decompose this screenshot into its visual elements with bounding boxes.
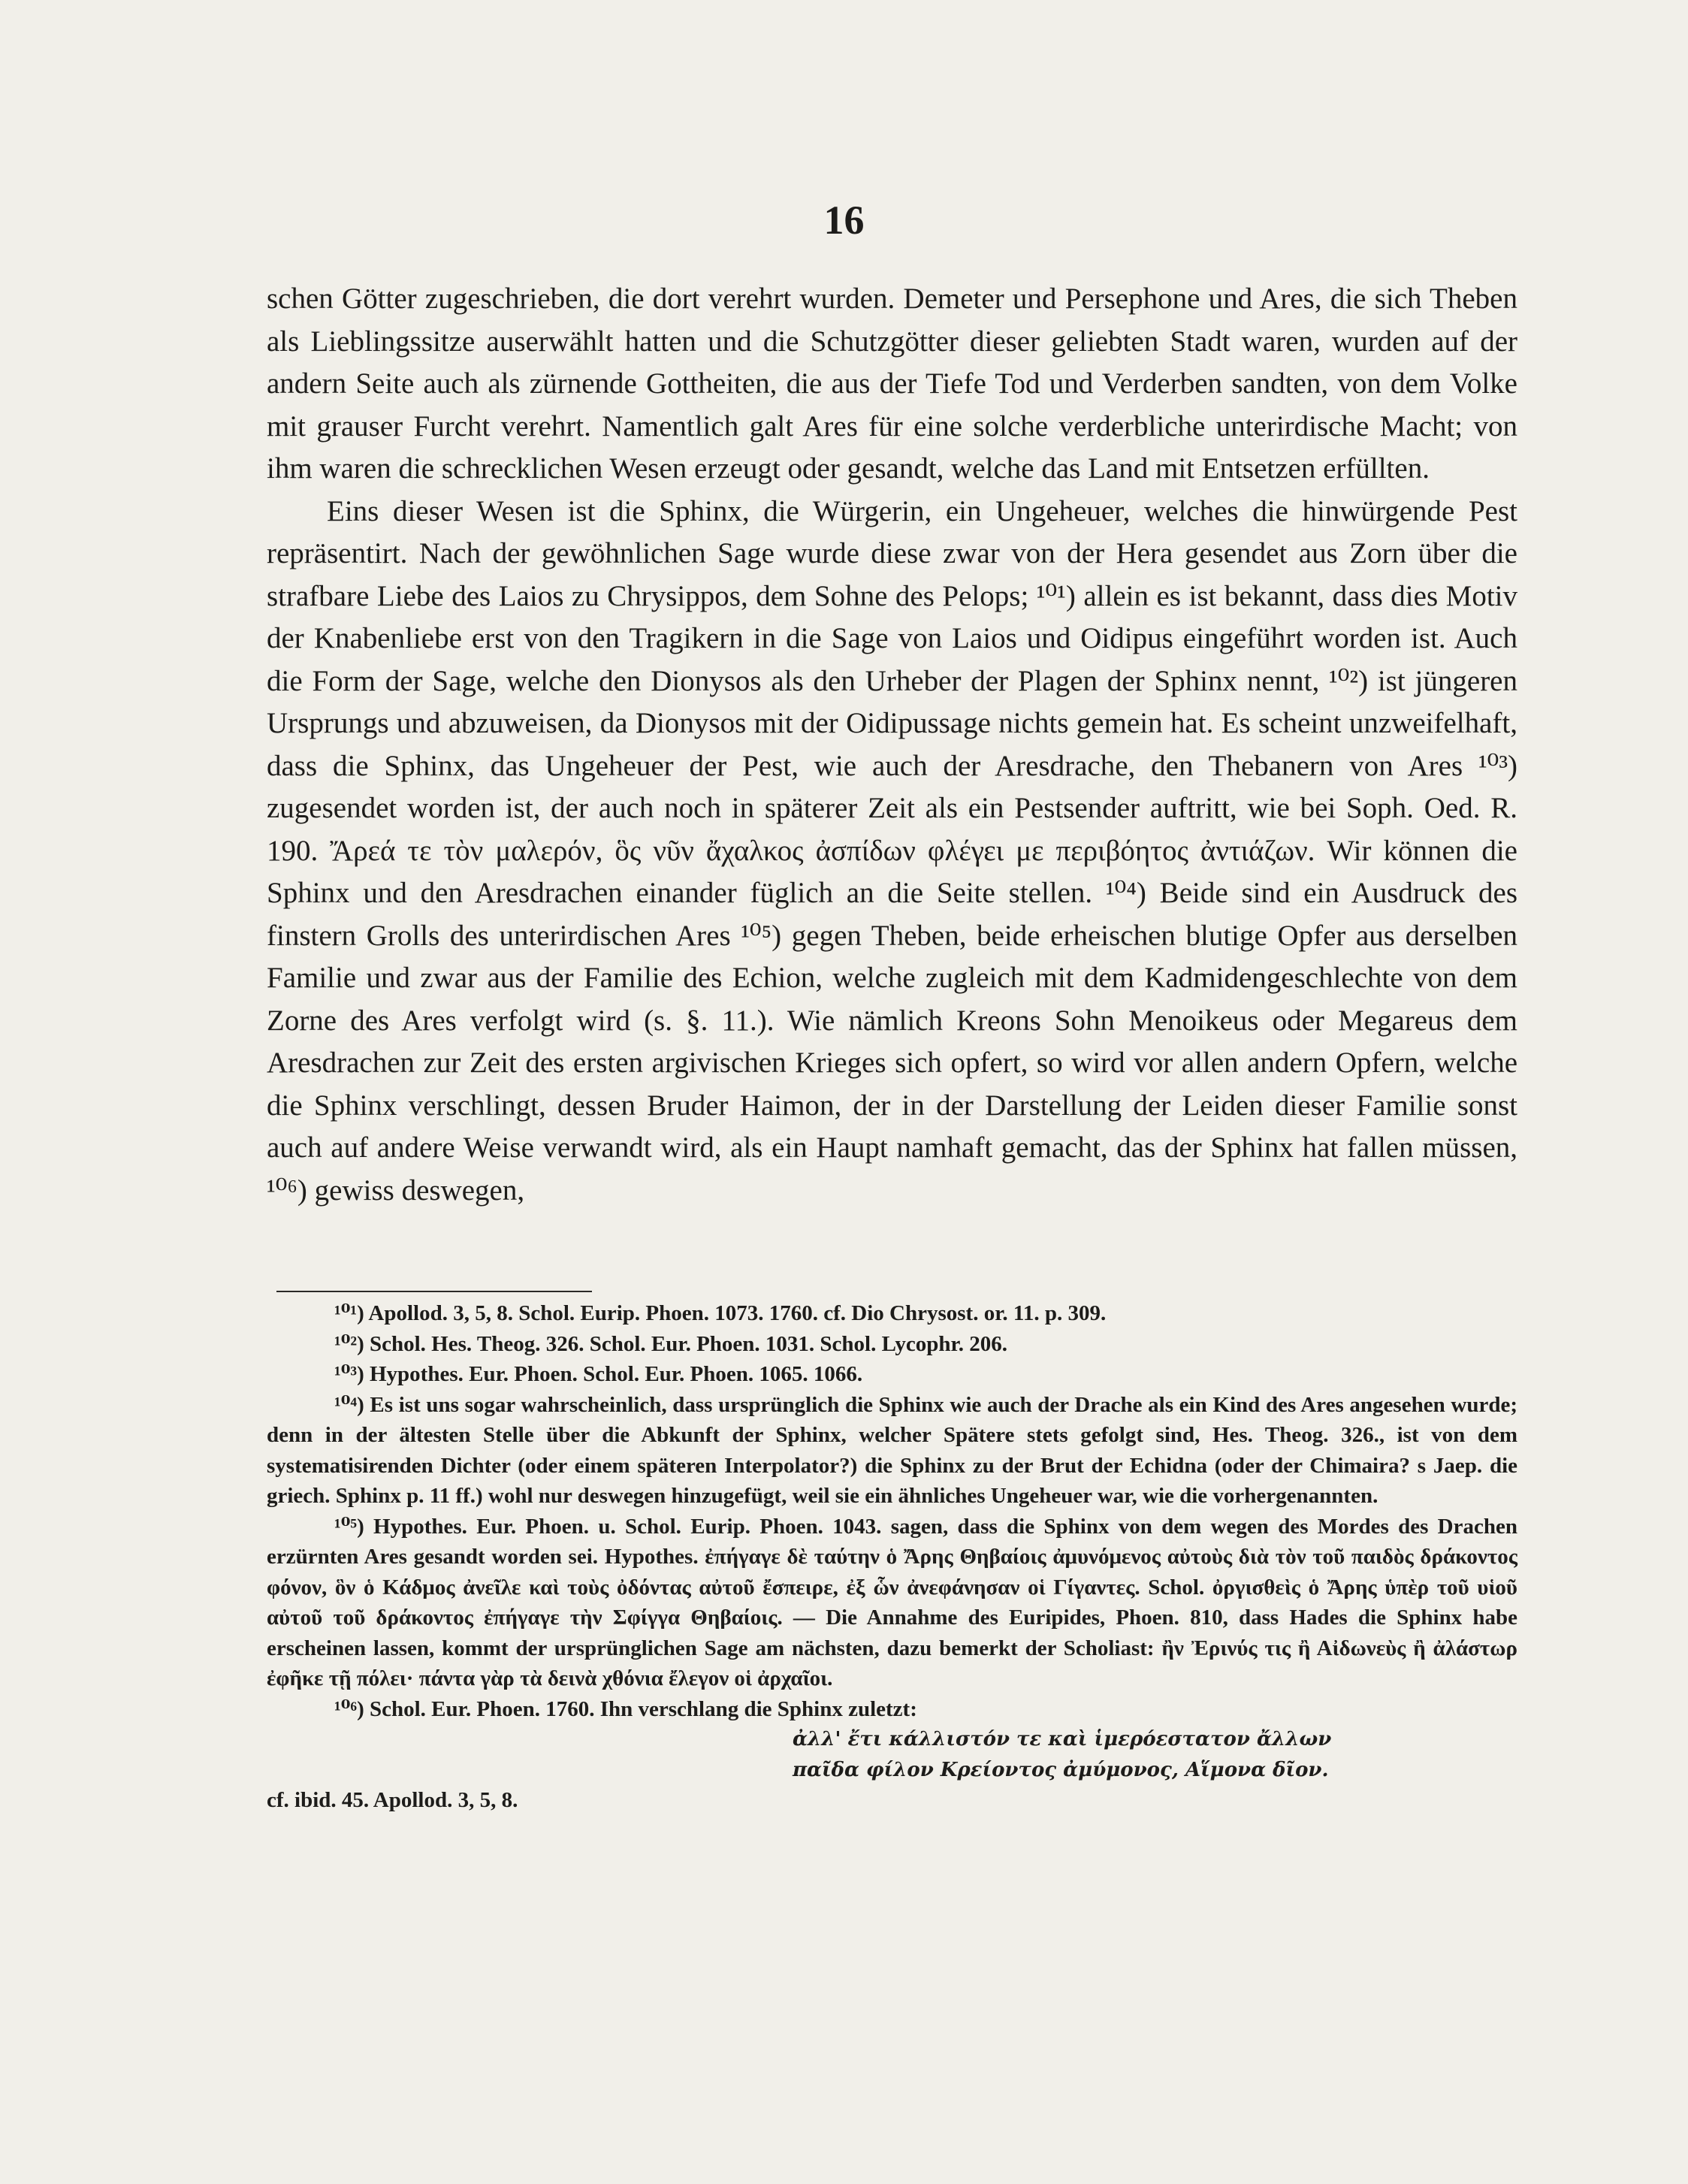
footnote-106: ¹⁰⁶) Schol. Eur. Phoen. 1760. Ihn verschlang die Sphinx zuletzt:	[334, 1696, 917, 1721]
greek-quote-line-1: ἀλλ' ἔτι κάλλιστόν τε καὶ ἱμερόεστατον ἄλλων	[793, 1728, 1332, 1751]
footnote-101: ¹⁰¹) Apollod. 3, 5, 8. Schol. Eurip. Phoen. 1073. 1760. cf. Dio Chrysost. or. 11. p. 309.	[334, 1301, 1107, 1325]
greek-quote-line-2: παῖδα φίλον Κρείοντος ἀμύμονος, Αἵμονα δῖον.	[793, 1758, 1329, 1781]
footnote-103: ¹⁰³) Hypothes. Eur. Phoen. Schol. Eur. Phoen. 1065. 1066.	[334, 1362, 863, 1386]
closing-reference: cf. ibid. 45. Apollod. 3, 5, 8.	[267, 1788, 518, 1812]
paragraph-1: schen Götter zugeschrieben, die dort verehrt wurden. Demeter und Persephone und Ares, die sich Theben als Lieblingssitze auserwählt hatten und die Schutzgötter dieser geliebten Stadt waren, wurden auf der andern Seite auch als zürnende Gottheiten, die aus der Tiefe Tod und Verderben sandten, von dem Volke mit grauser Furcht verehrt. Namentlich galt Ares für eine solche verderbliche unterirdische Macht; von ihm waren die schrecklichen Wesen erzeugt oder gesandt, welche das Land mit Entsetzen erfüllten.	[267, 282, 1517, 485]
footnotes	[267, 1298, 1517, 1816]
page-number: 16	[823, 198, 865, 243]
main-text	[267, 278, 1517, 1212]
footnote-divider	[276, 1291, 592, 1292]
paragraph-2: Eins dieser Wesen ist die Sphinx, die Würgerin, ein Ungeheuer, welches die hinwürgende Pest repräsentirt. Nach der gewöhnlichen Sage wurde diese zwar von der Hera gesendet aus Zorn über die strafbare Liebe des Laios zu Chrysippos, dem Sohne des Pelops; ¹⁰¹) allein es ist bekannt, dass dies Motiv der Knabenliebe erst von den Tragikern in die Sage von Laios und Oidipus eingeführt worden ist. Auch die Form der Sage, welche den Dionysos als den Urheber der Plagen der Sphinx nennt, ¹⁰²) ist jüngeren Ursprungs und abzuweisen, da Dionysos mit der Oidipussage nichts gemein hat. Es scheint unzweifelhaft, dass die Sphinx, das Ungeheuer der Pest, wie auch der Aresdrache, den Thebanern von Ares ¹⁰³) zugesendet worden ist, der auch noch in späterer Zeit als ein Pestsender auftritt, wie bei Soph. Oed. R. 190. Ἄρεά τε τὸν μαλερόν, ὃς νῦν ἄχαλκος ἀσπίδων φλέγει με περιβόητος ἀντιάζων. Wir können die Sphinx und den Aresdrachen einander füglich an die Seite stellen. ¹⁰⁴) Beide sind ein Ausdruck des finstern Grolls des unterirdischen Ares ¹⁰⁵) gegen Theben, beide erheischen blutige Opfer aus derselben Familie und zwar aus der Familie des Echion, welche zugleich mit dem Kadmidengeschlechte von dem Zorne des Ares verfolgt wird (s. §. 11.). Wie nämlich Kreons Sohn Menoikeus oder Megareus dem Aresdrachen zur Zeit des ersten argivischen Krieges sich opfert, so wird vor allen andern Opfern, welche die Sphinx verschlingt, dessen Bruder Haimon, der in der Darstellung der Leiden dieser Familie sonst auch auf andere Weise verwandt wird, als ein Haupt namhaft gemacht, das der Sphinx hat fallen müssen, ¹⁰⁶) gewiss deswegen,	[267, 494, 1517, 1207]
footnote-105: ¹⁰⁵) Hypothes. Eur. Phoen. u. Schol. Eurip. Phoen. 1043. sagen, dass die Sphinx von dem wegen des Mordes des Drachen erzürnten Ares gesandt worden sei. Hypothes. ἐπήγαγε δὲ ταύτην ὁ Ἄρης Θηβαίοις ἀμυνόμενος αὐτοὺς διὰ τὸν τοῦ παιδὸς δράκοντος φόνον, ὃν ὁ Κάδμος ἀνεῖλε καὶ τοὺς ὀδόντας αὐτοῦ ἔσπειρε, ἐξ ὧν ἀνεφάνησαν οἱ Γίγαντες. Schol. ὀργισθεὶς ὁ Ἄρης ὑπὲρ τοῦ υἱοῦ αὐτοῦ τοῦ δράκοντος ἐπήγαγε τὴν Σφίγγα Θηβαίοις. — Die Annahme des Euripides, Phoen. 810, dass Hades die Sphinx habe erscheinen lassen, kommt der ursprünglichen Sage am nächsten, dazu bemerkt der Scholiast: ἢν Ἐρινύς τις ἢ Αἰδωνεὺς ἢ ἀλάστωρ ἐφῆκε τῇ πόλει· πάντα γὰρ τὰ δεινὰ χθόνια ἔλεγον οἱ ἀρχαῖοι.	[267, 1514, 1517, 1690]
footnote-104: ¹⁰⁴) Es ist uns sogar wahrscheinlich, dass ursprünglich die Sphinx wie auch der Drache als ein Kind des Ares angesehen wurde; denn in der ältesten Stelle über die Abkunft der Sphinx, welcher Spätere stets gefolgt sind, Hes. Theog. 326., ist von dem systematisirenden Dichter (oder einem späteren Interpolator?) die Sphinx zu der Brut der Echidna (oder der Chimaira? s Jaep. die griech. Sphinx p. 11 ff.) wohl nur deswegen hinzugefügt, weil sie ein ähnliches Ungeheuer war, wie die vorhergenannten.	[267, 1392, 1517, 1508]
footnote-102: ¹⁰²) Schol. Hes. Theog. 326. Schol. Eur. Phoen. 1031. Schol. Lycophr. 206.	[334, 1331, 1007, 1356]
